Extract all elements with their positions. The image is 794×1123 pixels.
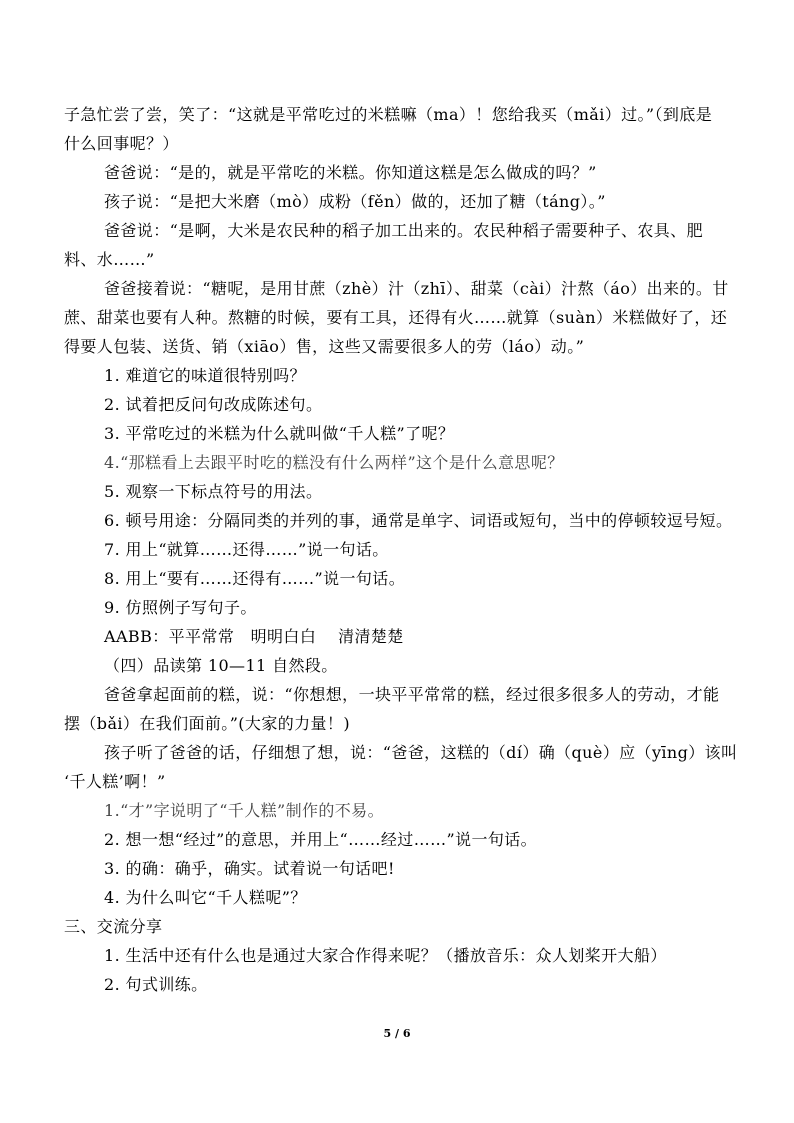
question-item: 6. 顿号用途：分隔同类的并列的事，通常是单字、词语或短句，当中的停顿较逗号短。 xyxy=(104,511,733,530)
text-line: ‘千人糕’啊！” xyxy=(64,772,166,791)
example-line: AABB：平平常常 明明白白 清清楚楚 xyxy=(104,627,404,646)
text-line: 爸爸接着说：“糖呢，是用甘蔗（zhè）汁（zhī）、甜菜（cài）汁熬（áo）出来的。甘 xyxy=(104,279,729,298)
question-item: 2. 句式训练。 xyxy=(104,975,208,994)
page-number: 5 / 6 xyxy=(383,1027,411,1040)
text-line: 爸爸说：“是啊，大米是农民种的稻子加工出来的。农民种稻子需要种子、农具、肥 xyxy=(104,221,703,240)
question-item: 5. 观察一下标点符号的用法。 xyxy=(104,482,323,501)
question-item: 3. 的确：确乎，确实。试着说一句话吧! xyxy=(104,859,395,878)
question-item: 3. 平常吃过的米糕为什么就叫做“千人糕”了呢？ xyxy=(104,424,455,443)
text-line: 得要人包装、送货、销（xiāo）售，这些又需要很多人的劳（láo）动。” xyxy=(64,337,585,356)
question-item: 1. 生活中还有什么也是通过大家合作得来呢？（播放音乐：众人划桨开大船） xyxy=(104,946,667,965)
text-line: 爸爸说：“是的，就是平常吃的米糕。你知道这糕是怎么做成的吗？” xyxy=(104,163,597,182)
text-line: 爸爸拿起面前的糕，说：“你想想，一块平平常常的糕，经过很多很多人的劳动，才能 xyxy=(104,685,720,704)
question-item: 4.“那糕看上去跟平时吃的糕没有什么两样”这个是什么意思呢？ xyxy=(104,453,564,472)
question-item: 2. 试着把反问句改成陈述句。 xyxy=(104,395,323,414)
text-line: 子急忙尝了尝，笑了：“这就是平常吃过的米糕嘛（ma）！您给我买（mǎi）过。”（到底是 xyxy=(64,105,713,124)
text-line: 孩子说：“是把大米磨（mò）成粉（fěn）做的，还加了糖（táng）。” xyxy=(104,192,606,211)
text-line: 料、水……” xyxy=(64,250,155,269)
question-item: 9. 仿照例子写句子。 xyxy=(104,598,257,617)
section-heading: （四）品读第 10—11 自然段。 xyxy=(104,656,338,675)
text-line: 蔗、甜菜也要有人种。熬糖的时候，要有工具，还得有火……就算（suàn）米糕做好了，还 xyxy=(64,308,728,327)
section-heading: 三、交流分享 xyxy=(64,917,163,936)
text-line: 孩子听了爸爸的话，仔细想了想，说：“爸爸，这糕的（dí）确（què）应（yīng）该叫 xyxy=(104,743,738,762)
question-item: 1. 难道它的味道很特别吗？ xyxy=(104,366,306,385)
question-item: 1.“才”字说明了“千人糕”制作的不易。 xyxy=(104,801,384,820)
text-line: 摆（bǎi）在我们面前。”(大家的力量！) xyxy=(64,714,350,733)
question-item: 7. 用上“就算……还得……”说一句话。 xyxy=(104,540,389,559)
question-item: 8. 用上“要有……还得有……”说一句话。 xyxy=(104,569,406,588)
text-line: 什么回事呢？） xyxy=(64,134,179,153)
question-item: 4. 为什么叫它“千人糕呢”？ xyxy=(104,888,307,907)
question-item: 2. 想一想“经过”的意思，并用上“……经过……”说一句话。 xyxy=(104,830,538,849)
